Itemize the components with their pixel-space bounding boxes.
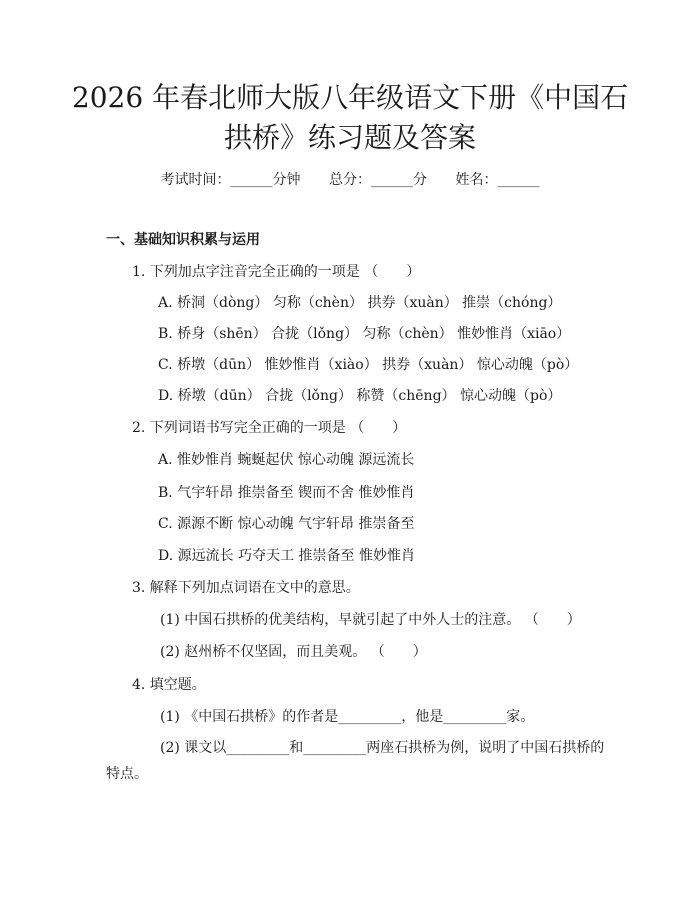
q1-option-d: D. 桥墩（dūn） 合拢（lǒng） 称赞（chēng） 惊心动魄（pò）: [158, 388, 562, 404]
exam-name: 姓名：______: [455, 172, 540, 188]
q1-option-a: A. 桥洞（dòng） 匀称（chèn） 拱券（xuàn） 推崇（chóng）: [158, 295, 562, 311]
q2-option-b: B. 气宇轩昂 推崇备至 锲而不舍 惟妙惟肖: [158, 485, 415, 501]
q2-option-a: A. 惟妙惟肖 蜿蜒起伏 惊心动魄 源远流长: [158, 452, 415, 468]
title-line-2: 拱桥》练习题及答案: [223, 121, 476, 154]
q4-sub-2: (2) 课文以_________和_________两座石拱桥为例，说明了中国石拱桥的特点。: [106, 740, 605, 782]
section-heading: 一、基础知识积累与运用: [106, 232, 260, 248]
title-line-1: 2026 年春北师大版八年级语文下册《中国石: [71, 81, 629, 114]
q4-sub-1: (1) 《中国石拱桥》的作者是_________，他是_________家。: [160, 709, 535, 725]
q2-option-d: D. 源远流长 巧夺天工 推崇备至 惟妙惟肖: [158, 548, 415, 564]
question-1: 1. 下列加点字注音完全正确的一项是 （ ）: [132, 264, 421, 280]
question-3: 3. 解释下列加点词语在文中的意思。: [132, 580, 360, 596]
document-title: [60, 78, 640, 158]
exam-info: [0, 170, 700, 190]
q2-option-c: C. 源源不断 惊心动魄 气宇轩昂 推崇备至: [158, 516, 415, 532]
q3-sub-2: (2) 赵州桥不仅坚固，而且美观。 （ ）: [160, 644, 427, 660]
q1-option-c: C. 桥墩（dūn） 惟妙惟肖（xiào） 拱券（xuàn） 惊心动魄（pò）: [158, 357, 579, 373]
q1-option-b: B. 桥身（shēn） 合拢（lǒng） 匀称（chèn） 惟妙惟肖（xiāo）: [158, 326, 571, 342]
question-2: 2. 下列词语书写完全正确的一项是 （ ）: [132, 420, 407, 436]
exam-score: 总分：______分: [329, 172, 427, 188]
question-4: 4. 填空题。: [132, 677, 206, 693]
q3-sub-1: (1) 中国石拱桥的优美结构，早就引起了中外人士的注意。 （ ）: [160, 612, 581, 628]
exam-time: 考试时间：______分钟: [160, 172, 301, 188]
